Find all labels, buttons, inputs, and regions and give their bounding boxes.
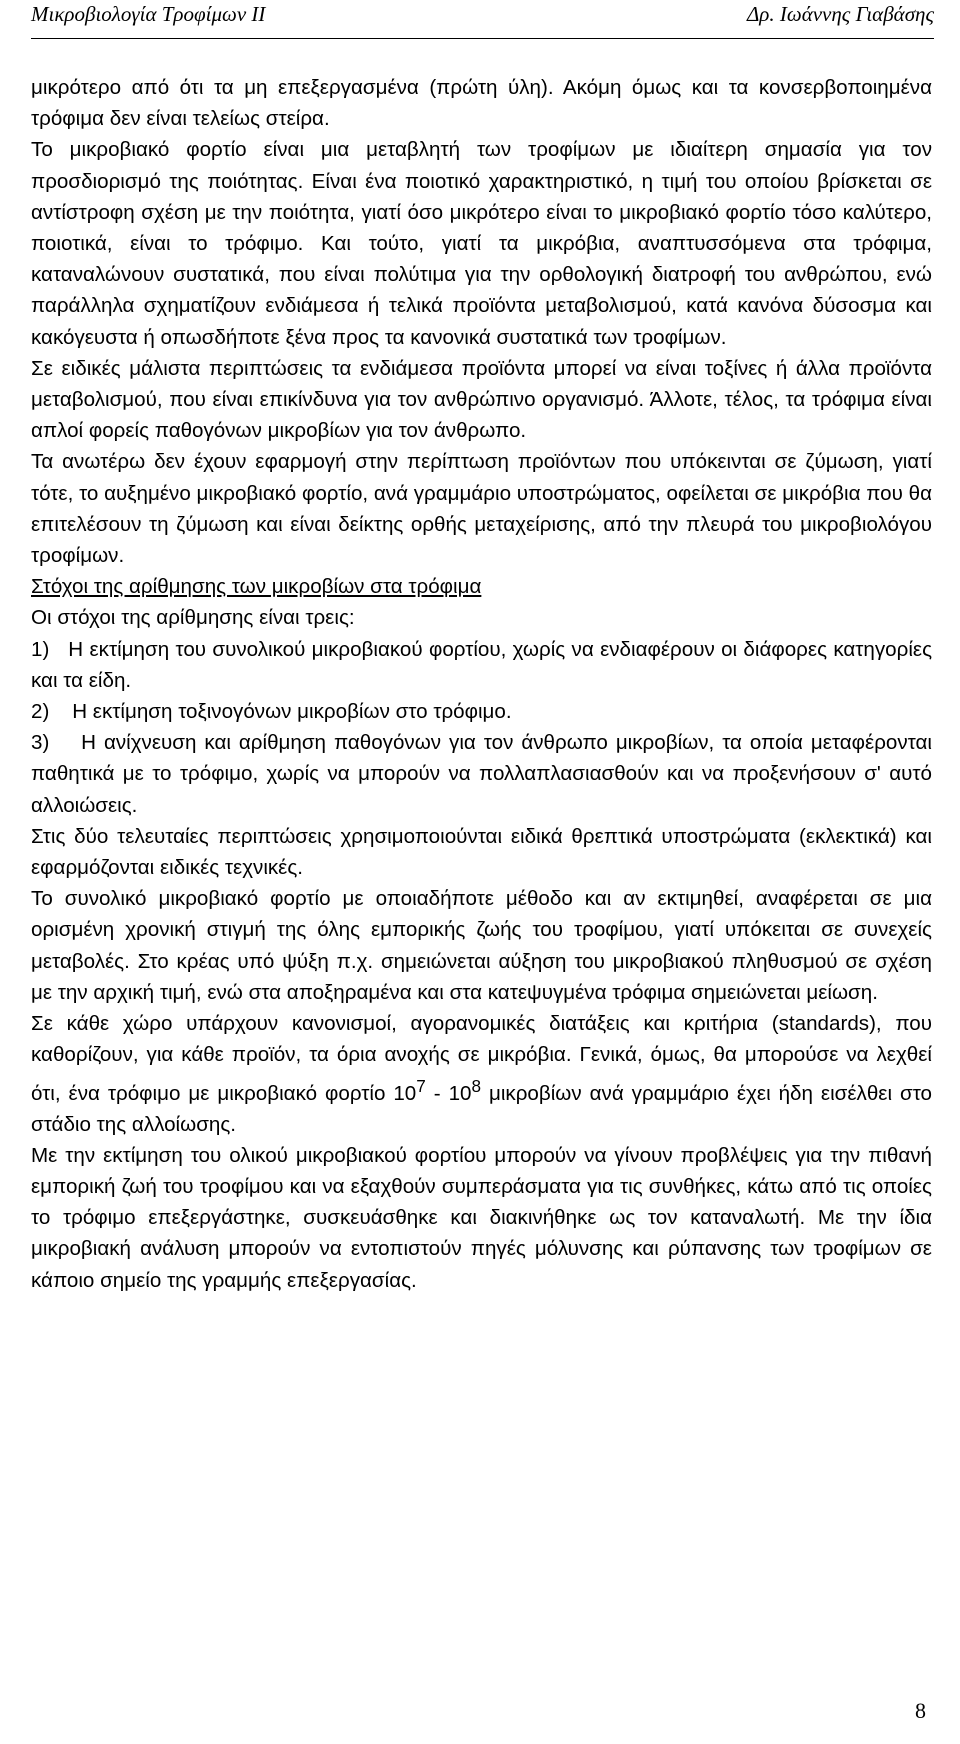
list-item [31, 696, 932, 727]
power-exponent: 7 [416, 1075, 426, 1096]
list-item [31, 727, 932, 821]
page-header [31, 0, 934, 39]
list-item [31, 634, 932, 696]
list-number: 1) [31, 637, 50, 661]
paragraph: Τα ανωτέρω δεν έχουν εφαρμογή στην περίπτωση προϊόντων που υπόκεινται σε ζύμωση, γιατί τότε, το αυξημένο μικροβιακό φορτίο, ανά γραμμάριο υποστρώματος, οφείλεται σε μικρόβια που θα επιτελέσουν τη ζύμωση και είναι δείκτης ορθής μεταχείρισης, από την πλευρά του μικροβιολόγου τροφίμων. [31, 450, 932, 568]
list-text: Η εκτίμηση τοξινογόνων μικροβίων στο τρόφιμο. [72, 700, 512, 724]
paragraph: Το μικροβιακό φορτίο είναι μια μεταβλητή των τροφίμων με ιδιαίτερη σημασία για τον προσδιορισμό της ποιότητας. Είναι ένα ποιοτικό χαρακτηριστικό, η τιμή του οποίου βρίσκεται σε αντίστροφη σχέση με την ποιότητα, γιατί όσο μικρότερο είναι το μικροβιακό φορτίο τόσο καλύτερο, ποιοτικά, είναι το τρόφιμο. Και τούτο, γιατί τα μικρόβια, αναπτυσσόμενα στα τρόφιμα, καταναλώνουν συστατικά, που είναι πολύτιμα για την ορθολογική διατροφή του ανθρώπου, ενώ παράλληλα σχηματίζουν ενδιάμεσα ή τελικά προϊόντα μεταβολισμού, κατά κανόνα δύσοσμα και κακόγευστα ή οπωσδήποτε ξένα προς τα κανονικά συστατικά των τροφίμων. [31, 138, 932, 349]
paragraph: Σε ειδικές μάλιστα περιπτώσεις τα ενδιάμεσα προϊόντα μπορεί να είναι τοξίνες ή άλλα προϊόντα μεταβολισμού, που είναι επικίνδυνα για τον ανθρώπινο οργανισμό. Άλλοτε, τέλος, τα τρόφιμα είναι απλοί φορείς παθογόνων μικροβίων για τον άνθρωπο. [31, 356, 932, 443]
paragraph: μικρότερο από ότι τα μη επεξεργασμένα (πρώτη ύλη). Ακόμη όμως και τα κονσερβοποιημένα τρόφιμα δεν είναι τελείως στείρα. [31, 76, 932, 131]
course-title: Μικροβιολογία Τροφίμων ΙΙ [31, 2, 266, 26]
list-text: Η εκτίμηση του συνολικού μικροβιακού φορτίου, χωρίς να ενδιαφέρουν οι διάφορες κατηγορίες και τα είδη. [31, 637, 933, 692]
power-exponent: 8 [471, 1075, 482, 1096]
document-body [31, 72, 932, 1296]
author-name: Δρ. Ιωάννης Γιαβάσης [746, 2, 934, 26]
paragraph: Το συνολικό μικροβιακό φορτίο με οποιαδήποτε μέθοδο και αν εκτιμηθεί, αναφέρεται σε μια ορισμένη χρονική στιγμή της όλης εμπορικής ζωής του τροφίμου, γιατί υπόκειται σε συνεχείς μεταβολές. Στο κρέας υπό ψύξη π.χ. σημειώνεται αύξηση του μικροβιακού πληθυσμού σε σχέση με την αρχική τιμή, ενώ στα αποξηραμένα και στα κατεψυγμένα τρόφιμα σημειώνεται μείωση. [31, 887, 932, 1004]
list-text: Η ανίχνευση και αρίθμηση παθογόνων για τον άνθρωπο μικροβίων, τα οποία μεταφέρονται παθητικά με το τρόφιμο, χωρίς να μπορούν να πολλαπλασιασθούν και να προξενήσουν σ' αυτό αλλοιώσεις. [31, 731, 932, 817]
list-number: 3) [31, 731, 50, 755]
list-number: 2) [31, 700, 50, 724]
power-base: 10 [448, 1081, 472, 1105]
standards-text-end: μικροβίων ανά γραμμάριο έχει ήδη εισέλθει στο στάδιο της αλλοίωσης. [31, 1081, 932, 1136]
page-number: 8 [915, 1698, 926, 1723]
paragraph: Στις δύο τελευταίες περιπτώσεις χρησιμοποιούνται ειδικά θρεπτικά υποστρώματα (εκλεκτικά) και εφαρμόζονται ειδικές τεχνικές. [31, 824, 932, 880]
standards-text: Σε κάθε χώρο υπάρχουν κανονισμοί, αγορανομικές διατάξεις και κριτήρια (standards), που καθορίζουν, για κάθε προϊόν, τα όρια ανοχής σε μικρόβια. Γενικά, όμως, θα μπορούσε να λεχθεί ότι, ένα τρόφιμο με μικροβιακό φορτίο [31, 1012, 932, 1105]
section-title-text: Στόχοι της αρίθμησης των μικροβίων στα τρόφιμα [31, 575, 482, 599]
range-dash: - [425, 1081, 449, 1105]
paragraph: Με την εκτίμηση του ολικού μικροβιακού φορτίου μπορούν να γίνουν προβλέψεις για την πιθανή εμπορική ζωή του τροφίμου και να εξαχθούν συμπεράσματα για τις συνθήκες, κάτω από τις οποίες το τρόφιμο επεξεργάστηκε, συσκευάσθηκε και διακινήθηκε ως τον καταναλωτή. Με την ίδια μικροβιακή ανάλυση μπορούν να εντοπιστούν πηγές μόλυνσης και ρύπανσης των τροφίμων σε κάποιο σημείο της γραμμής επεξεργασίας. [31, 1143, 932, 1292]
power-base: 10 [393, 1081, 417, 1105]
paragraph-standards [31, 1008, 932, 1140]
section-title [31, 571, 932, 602]
list-intro: Οι στόχοι της αρίθμησης είναι τρεις: [31, 606, 355, 630]
